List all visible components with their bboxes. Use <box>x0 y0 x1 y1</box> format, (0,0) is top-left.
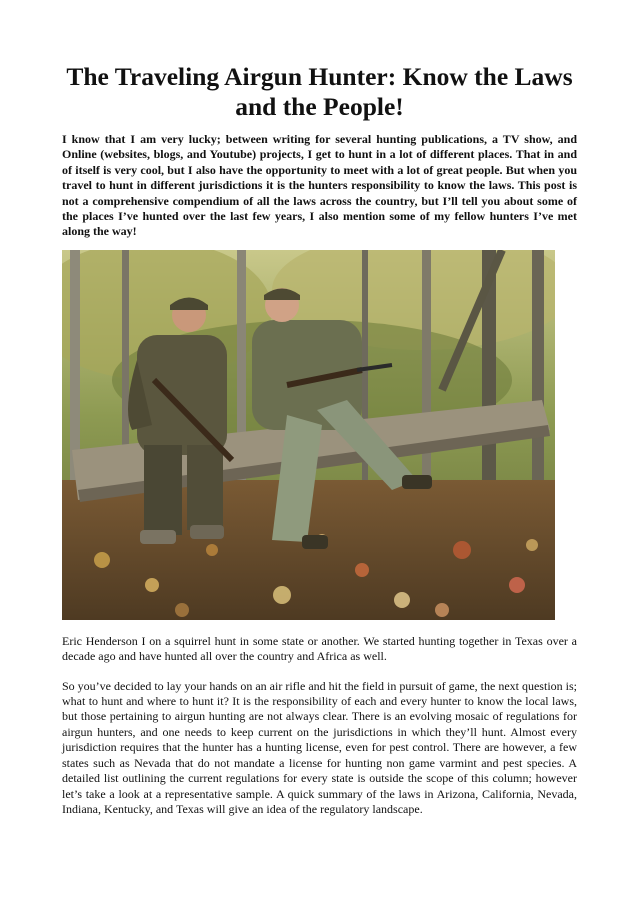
photo-caption: Eric Henderson I on a squirrel hunt in some state or another. We started hunting together in Texas over a decade ago and have hunted all over the country and Africa as well. <box>62 633 577 664</box>
document-page <box>62 62 577 817</box>
hunters-photo <box>62 250 555 620</box>
article-body: So you’ve decided to lay your hands on an air rifle and hit the field in pursuit of game, the next question is; what to hunt and where to hunt it? It is the responsibility of each and every hunter to know the local laws, but those pertaining to airgun hunting are not always clear. There is an evolving mosaic of regulations for airgun hunters, and one needs to keep current on the jurisdictions in which they’ll hunt. Almost every jurisdiction requires that the hunter has a hunting license, even for pest control. There are however, a few states such as Nevada that do not mandate a license for hunting non game varmint and pest species. A detailed list outlining the current regulations for every state is outside the scope of this column; however let’s take a look at a representative sample. A quick summary of the laws in Arizona, California, Nevada, Indiana, Kentucky, and Texas will give an idea of the regulatory landscape. <box>62 678 577 816</box>
article-title: The Traveling Airgun Hunter: Know the Laws and the People! <box>66 62 573 121</box>
article-intro: I know that I am very lucky; between writing for several hunting publications, a TV show, and Online (websites, blogs, and Youtube) projects, I get to hunt in a lot of different places. That in and of itself is very cool, but I also have the opportunity to meet with a lot of great people. But when you travel to hunt in different jurisdictions it is the hunters responsibility to know the laws. This post is not a comprehensive compendium of all the laws across the country, but I’ll tell you about some of the places I’ve hunted over the last few years, I also mention some of my fellow hunters I’ve met along the way! <box>62 132 577 239</box>
